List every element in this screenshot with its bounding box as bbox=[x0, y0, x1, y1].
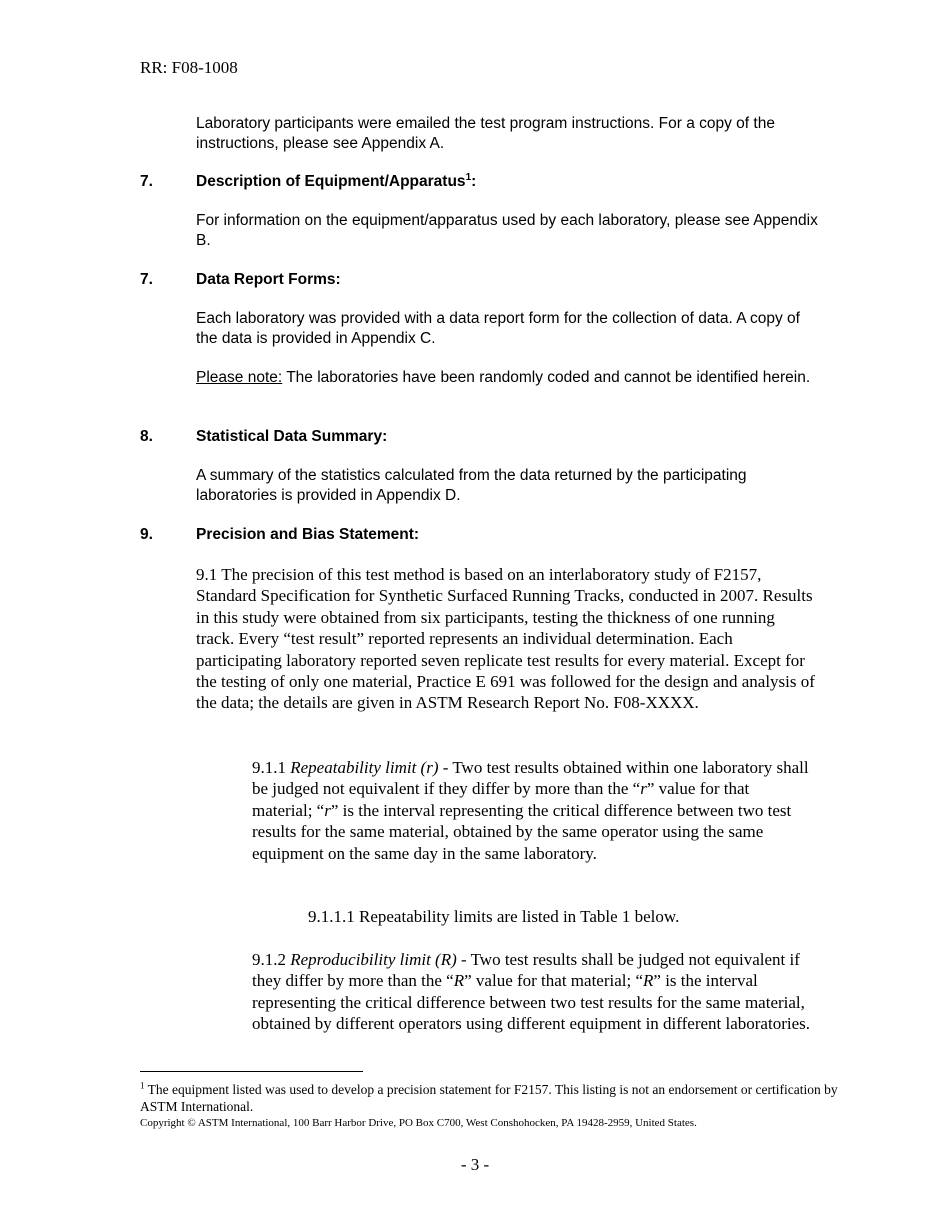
footnote-ref: 1 bbox=[465, 171, 472, 183]
footnote-text: The equipment listed was used to develop a precision statement for F2157. This listing is not an endorsement or certification by ASTM International. bbox=[140, 1082, 838, 1114]
symbol: R bbox=[643, 971, 654, 991]
defined-term: Repeatability limit (r) - bbox=[290, 758, 449, 777]
section-number: 9. bbox=[140, 526, 153, 543]
section-title bbox=[196, 172, 476, 192]
section-title: Statistical Data Summary: bbox=[196, 428, 388, 445]
statistical-paragraph: A summary of the statistics calculated from the data returned by the participating laboratories is provided in Appendix D. bbox=[196, 467, 747, 504]
page-number: - 3 - bbox=[460, 1155, 490, 1174]
copyright-notice: Copyright © ASTM International, 100 Barr Harbor Drive, PO Box C700, West Conshohocken, PA 19428-2959, United States. bbox=[140, 1117, 697, 1129]
report-reference: RR: F08-1008 bbox=[140, 58, 238, 77]
defined-term: Reproducibility limit (R) - bbox=[290, 950, 467, 969]
paragraph-9-1-2 bbox=[252, 949, 812, 1035]
section-title: Data Report Forms: bbox=[196, 271, 341, 288]
note-label: Please note: bbox=[196, 369, 283, 386]
section-number: 7. bbox=[140, 173, 153, 190]
symbol: r bbox=[640, 779, 647, 799]
section-title: Precision and Bias Statement: bbox=[196, 526, 420, 543]
paragraph-text: Two test results obtained within one laboratory shall be judged not equivalent if they differ by more than the “ bbox=[252, 758, 809, 799]
section-heading-precision bbox=[140, 525, 840, 545]
section-heading-equipment bbox=[140, 172, 840, 192]
section-title-suffix: : bbox=[471, 173, 477, 190]
paragraph-9-1: 9.1 The precision of this test method is based on an interlaboratory study of F2157, Standard Specification for Synthetic Surfaced Running Tracks, conducted in 2007. Results in this study were obtained from six participants, testing the thickness of one running track. Every “test result” reported represents an individual determination. Each participating laboratory reported seven replicate test results for every material. Except for the testing of only one material, Practice E 691 was followed for the design and analysis of the data; the details are given in ASTM Research Report No. F08-XXXX. bbox=[196, 565, 815, 713]
section-number: 7. bbox=[140, 271, 153, 288]
section-heading-statistical bbox=[140, 427, 840, 447]
paragraph-text: ” value for that material; “ bbox=[464, 971, 644, 991]
note-text: The laboratories have been randomly coded and cannot be identified herein. bbox=[282, 369, 811, 386]
intro-paragraph: Laboratory participants were emailed the test program instructions. For a copy of the instructions, please see Appendix A. bbox=[196, 115, 775, 152]
equipment-paragraph: For information on the equipment/apparatus used by each laboratory, please see Appendix B. bbox=[196, 212, 818, 249]
footnote bbox=[140, 1081, 840, 1115]
section-title-text: Description of Equipment/Apparatus bbox=[196, 173, 466, 190]
footnote-divider bbox=[140, 1071, 363, 1072]
section-heading-data-report bbox=[140, 270, 840, 290]
symbol: r bbox=[324, 800, 331, 820]
paragraph-9-1-1 bbox=[252, 757, 812, 864]
footnote-marker: 1 bbox=[140, 1080, 145, 1091]
paragraph-text: Two test results shall be judged not equivalent if they differ by more than the “ bbox=[252, 950, 800, 991]
data-report-paragraph: Each laboratory was provided with a data report form for the collection of data. A copy of the data is provided in Appendix C. bbox=[196, 310, 800, 347]
note-paragraph bbox=[196, 368, 821, 388]
paragraph-number: 9.1.1 bbox=[252, 758, 291, 777]
paragraph-text: ” is the interval representing the critical difference between two test results for the same material, obtained by the same operator using the same equipment on the same day in the same laboratory. bbox=[252, 800, 792, 863]
symbol: R bbox=[453, 971, 465, 991]
section-number: 8. bbox=[140, 428, 153, 445]
paragraph-number: 9.1.2 bbox=[252, 950, 291, 969]
paragraph-9-1-1-1: 9.1.1.1 Repeatability limits are listed in Table 1 below. bbox=[308, 907, 680, 926]
paragraph-text: ” is the interval representing the critical difference between two test results for the same material, obtained by different operators using different equipment in different laboratories. bbox=[252, 971, 810, 1034]
paragraph-text: ” value for that material; “ bbox=[252, 779, 750, 820]
